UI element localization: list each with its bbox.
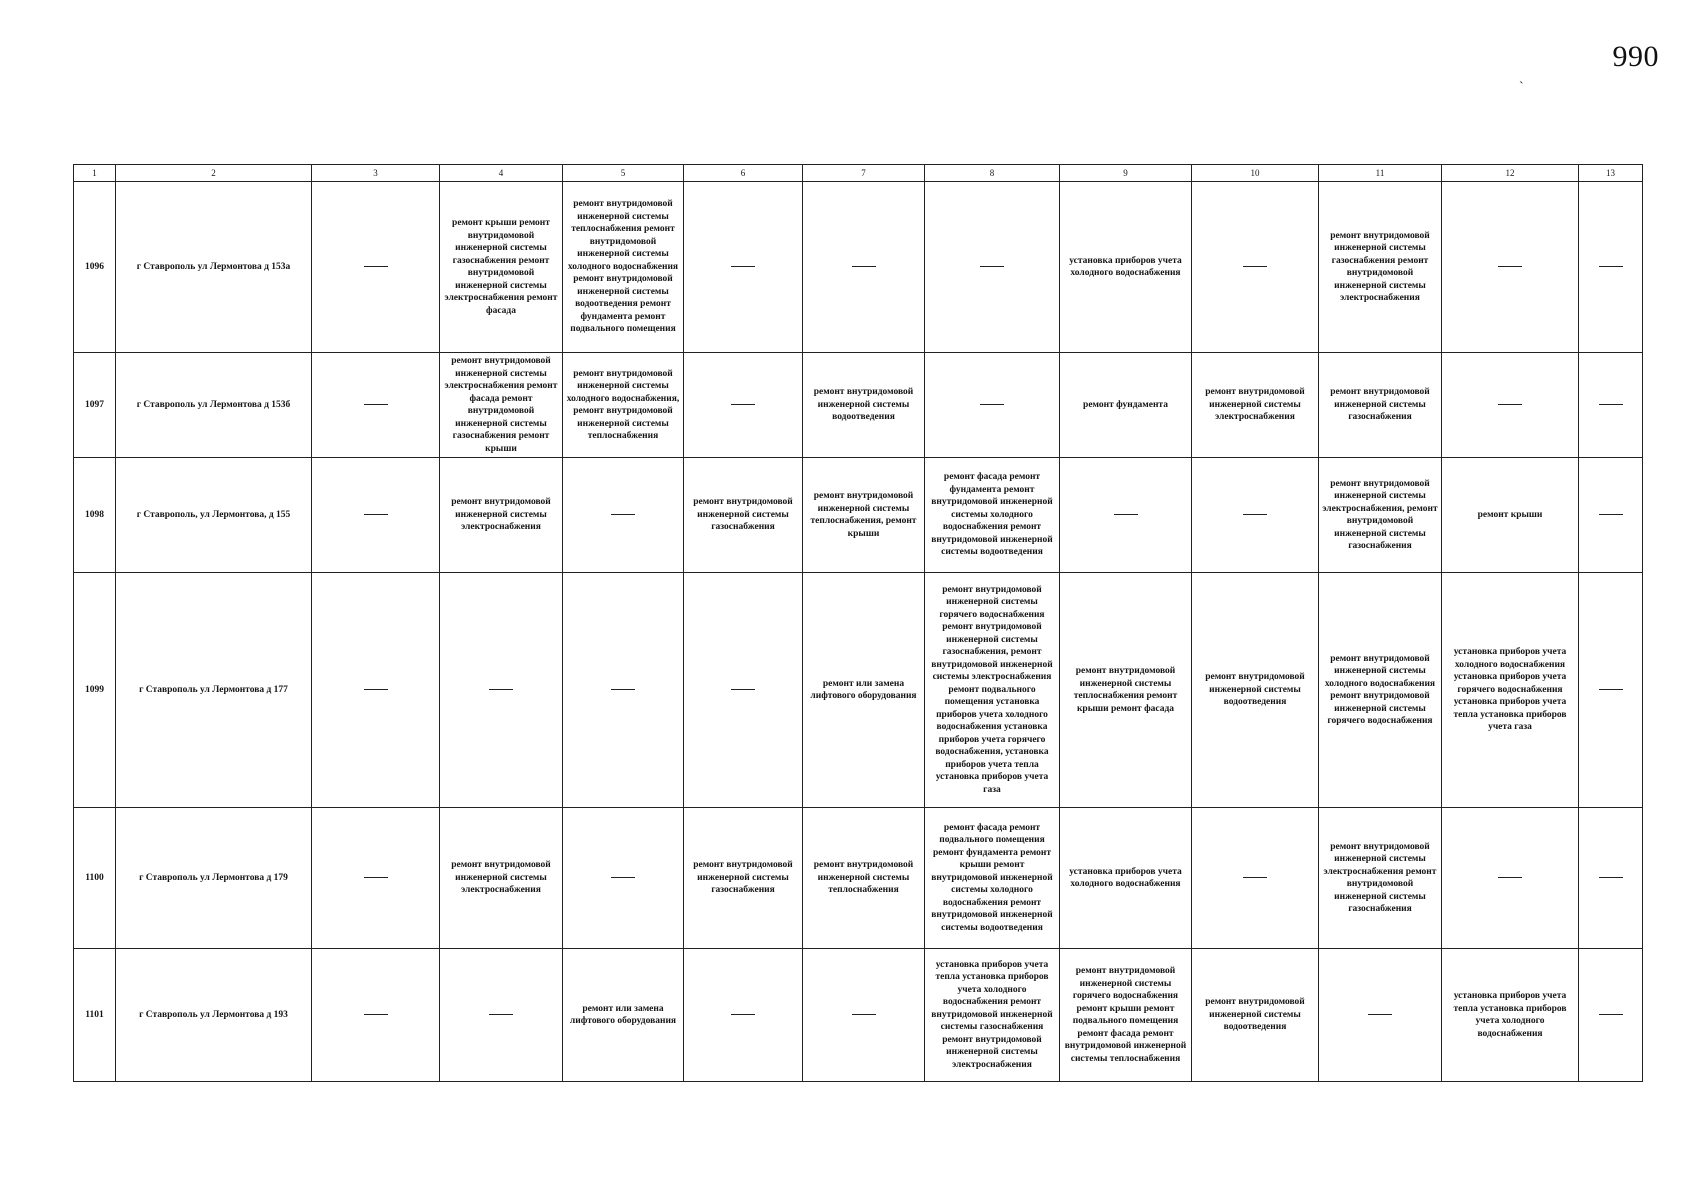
column-header: 5 — [563, 165, 684, 182]
address-cell: г Ставрополь ул Лермонтова д 153б — [116, 353, 312, 458]
empty-cell — [684, 353, 803, 458]
empty-cell — [684, 182, 803, 353]
empty-cell — [1192, 458, 1319, 573]
empty-cell — [312, 808, 440, 949]
work-type-cell: ремонт фасада ремонт подвального помещения ремонт фундамента ремонт крыши ремонт внутридомовой инженерной системы холодного водоснабжения ремонт внутридомовой инженерной системы водоотведения — [925, 808, 1060, 949]
dash-mark — [1599, 266, 1623, 267]
column-header: 1 — [74, 165, 116, 182]
row-number-cell: 1101 — [74, 949, 116, 1082]
empty-cell — [1579, 808, 1643, 949]
column-header: 8 — [925, 165, 1060, 182]
row-number-cell: 1098 — [74, 458, 116, 573]
work-type-cell: ремонт внутридомовой инженерной системы горячего водоснабжения ремонт внутридомовой инженерной системы газоснабжения, ремонт внутридомовой инженерной системы электроснабжения ремонт подвального помещения установка приборов учета холодного водоснабжения установка приборов учета горячего водоснабжения, установка приборов учета тепла установка приборов учета газа — [925, 573, 1060, 808]
column-header: 4 — [440, 165, 563, 182]
work-type-cell: ремонт внутридомовой инженерной системы электроснабжения — [440, 458, 563, 573]
empty-cell — [1579, 458, 1643, 573]
row-number-cell: 1099 — [74, 573, 116, 808]
dash-mark — [364, 514, 388, 515]
work-type-cell: ремонт внутридомовой инженерной системы электроснабжения ремонт фасада ремонт внутридомовой инженерной системы газоснабжения ремонт крыши — [440, 353, 563, 458]
dash-mark — [364, 1014, 388, 1015]
dash-mark — [1498, 404, 1522, 405]
dash-mark — [1114, 514, 1138, 515]
address-cell: г Ставрополь ул Лермонтова д 177 — [116, 573, 312, 808]
dash-mark — [1243, 877, 1267, 878]
work-type-cell: ремонт внутридомовой инженерной системы теплоснабжения, ремонт крыши — [803, 458, 925, 573]
empty-cell — [684, 949, 803, 1082]
empty-cell — [1442, 808, 1579, 949]
column-header: 11 — [1319, 165, 1442, 182]
work-type-cell: ремонт внутридомовой инженерной системы водоотведения — [1192, 573, 1319, 808]
dash-mark — [1599, 877, 1623, 878]
column-number-row — [74, 165, 1643, 182]
empty-cell — [1060, 458, 1192, 573]
work-type-cell: ремонт внутридомовой инженерной системы газоснабжения — [684, 458, 803, 573]
column-header: 13 — [1579, 165, 1643, 182]
empty-cell — [803, 182, 925, 353]
dash-mark — [611, 689, 635, 690]
empty-cell — [925, 182, 1060, 353]
empty-cell — [440, 573, 563, 808]
dash-mark — [731, 689, 755, 690]
empty-cell — [1319, 949, 1442, 1082]
dash-mark — [731, 266, 755, 267]
work-type-cell: ремонт внутридомовой инженерной системы электроснабжения — [1192, 353, 1319, 458]
dash-mark — [1599, 1014, 1623, 1015]
dash-mark — [1498, 266, 1522, 267]
table-row — [74, 573, 1643, 808]
dash-mark — [611, 514, 635, 515]
work-type-cell: ремонт внутридомовой инженерной системы электроснабжения ремонт внутридомовой инженерной системы газоснабжения — [1319, 808, 1442, 949]
dash-mark — [611, 877, 635, 878]
row-number-cell: 1097 — [74, 353, 116, 458]
work-type-cell: ремонт крыши — [1442, 458, 1579, 573]
table-row — [74, 353, 1643, 458]
row-number-cell: 1096 — [74, 182, 116, 353]
column-header: 3 — [312, 165, 440, 182]
work-type-cell: ремонт фундамента — [1060, 353, 1192, 458]
column-header: 12 — [1442, 165, 1579, 182]
empty-cell — [684, 573, 803, 808]
empty-cell — [1579, 182, 1643, 353]
work-type-cell: ремонт крыши ремонт внутридомовой инженерной системы газоснабжения ремонт внутридомовой инженерной системы электроснабжения ремонт фасада — [440, 182, 563, 353]
dash-mark — [364, 877, 388, 878]
work-type-cell: ремонт внутридомовой инженерной системы электроснабжения, ремонт внутридомовой инженерной системы газоснабжения — [1319, 458, 1442, 573]
empty-cell — [1442, 353, 1579, 458]
dash-mark — [489, 689, 513, 690]
table-row — [74, 808, 1643, 949]
address-cell: г Ставрополь ул Лермонтова д 153а — [116, 182, 312, 353]
empty-cell — [312, 182, 440, 353]
empty-cell — [1442, 182, 1579, 353]
dash-mark — [1243, 266, 1267, 267]
work-type-cell: ремонт внутридомовой инженерной системы газоснабжения — [684, 808, 803, 949]
work-type-cell: ремонт внутридомовой инженерной системы теплоснабжения ремонт крыши ремонт фасада — [1060, 573, 1192, 808]
work-type-cell: ремонт внутридомовой инженерной системы холодного водоснабжения, ремонт внутридомовой инженерной системы теплоснабжения — [563, 353, 684, 458]
dash-mark — [1243, 514, 1267, 515]
work-type-cell: ремонт внутридомовой инженерной системы электроснабжения — [440, 808, 563, 949]
dash-mark — [731, 404, 755, 405]
empty-cell — [1579, 573, 1643, 808]
empty-cell — [312, 573, 440, 808]
dash-mark — [852, 1014, 876, 1015]
address-cell: г Ставрополь, ул Лермонтова, д 155 — [116, 458, 312, 573]
empty-cell — [563, 808, 684, 949]
empty-cell — [803, 949, 925, 1082]
empty-cell — [1192, 808, 1319, 949]
dash-mark — [1599, 404, 1623, 405]
work-type-cell: ремонт внутридомовой инженерной системы водоотведения — [803, 353, 925, 458]
work-type-cell: ремонт фасада ремонт фундамента ремонт внутридомовой инженерной системы холодного водоснабжения ремонт внутридомовой инженерной системы водоотведения — [925, 458, 1060, 573]
row-number-cell: 1100 — [74, 808, 116, 949]
work-type-cell: ремонт внутридомовой инженерной системы теплоснабжения — [803, 808, 925, 949]
column-header: 6 — [684, 165, 803, 182]
empty-cell — [312, 949, 440, 1082]
table-row — [74, 458, 1643, 573]
address-cell: г Ставрополь ул Лермонтова д 179 — [116, 808, 312, 949]
work-type-cell: установка приборов учета холодного водоснабжения установка приборов учета горячего водоснабжения установка приборов учета тепла установка приборов учета газа — [1442, 573, 1579, 808]
column-header: 9 — [1060, 165, 1192, 182]
scan-mark: ` — [1519, 80, 1524, 95]
dash-mark — [1498, 877, 1522, 878]
empty-cell — [925, 353, 1060, 458]
dash-mark — [364, 266, 388, 267]
dash-mark — [980, 404, 1004, 405]
dash-mark — [1599, 689, 1623, 690]
table-row — [74, 949, 1643, 1082]
dash-mark — [364, 689, 388, 690]
work-type-cell: ремонт внутридомовой инженерной системы газоснабжения ремонт внутридомовой инженерной системы электроснабжения — [1319, 182, 1442, 353]
empty-cell — [312, 353, 440, 458]
column-header: 2 — [116, 165, 312, 182]
dash-mark — [1599, 514, 1623, 515]
work-type-cell: ремонт или замена лифтового оборудования — [563, 949, 684, 1082]
work-type-cell: ремонт внутридомовой инженерной системы горячего водоснабжения ремонт крыши ремонт подвального помещения ремонт фасада ремонт внутридомовой инженерной системы теплоснабжения — [1060, 949, 1192, 1082]
empty-cell — [1192, 182, 1319, 353]
dash-mark — [489, 1014, 513, 1015]
work-type-cell: ремонт внутридомовой инженерной системы теплоснабжения ремонт внутридомовой инженерной системы холодного водоснабжения ремонт внутридомовой инженерной системы водоотведения ремонт фундамента ремонт подвального помещения — [563, 182, 684, 353]
empty-cell — [1579, 353, 1643, 458]
column-header: 7 — [803, 165, 925, 182]
work-type-cell: установка приборов учета холодного водоснабжения — [1060, 182, 1192, 353]
work-type-cell: ремонт внутридомовой инженерной системы водоотведения — [1192, 949, 1319, 1082]
address-cell: г Ставрополь ул Лермонтова д 193 — [116, 949, 312, 1082]
dash-mark — [731, 1014, 755, 1015]
dash-mark — [980, 266, 1004, 267]
work-type-cell: ремонт внутридомовой инженерной системы холодного водоснабжения ремонт внутридомовой инженерной системы горячего водоснабжения — [1319, 573, 1442, 808]
empty-cell — [1579, 949, 1643, 1082]
empty-cell — [440, 949, 563, 1082]
work-type-cell: установка приборов учета тепла установка приборов учета холодного водоснабжения ремонт внутридомовой инженерной системы газоснабжения ремонт внутридомовой инженерной системы электроснабжения — [925, 949, 1060, 1082]
work-type-cell: установка приборов учета холодного водоснабжения — [1060, 808, 1192, 949]
page-number: 990 — [1612, 40, 1659, 73]
work-type-cell: ремонт внутридомовой инженерной системы газоснабжения — [1319, 353, 1442, 458]
work-type-cell: установка приборов учета тепла установка приборов учета холодного водоснабжения — [1442, 949, 1579, 1082]
table-body — [74, 182, 1643, 1082]
dash-mark — [852, 266, 876, 267]
empty-cell — [563, 573, 684, 808]
empty-cell — [563, 458, 684, 573]
dash-mark — [1368, 1014, 1392, 1015]
dash-mark — [364, 404, 388, 405]
repair-schedule-table — [73, 164, 1643, 1082]
table-row — [74, 182, 1643, 353]
column-header: 10 — [1192, 165, 1319, 182]
work-type-cell: ремонт или замена лифтового оборудования — [803, 573, 925, 808]
empty-cell — [312, 458, 440, 573]
